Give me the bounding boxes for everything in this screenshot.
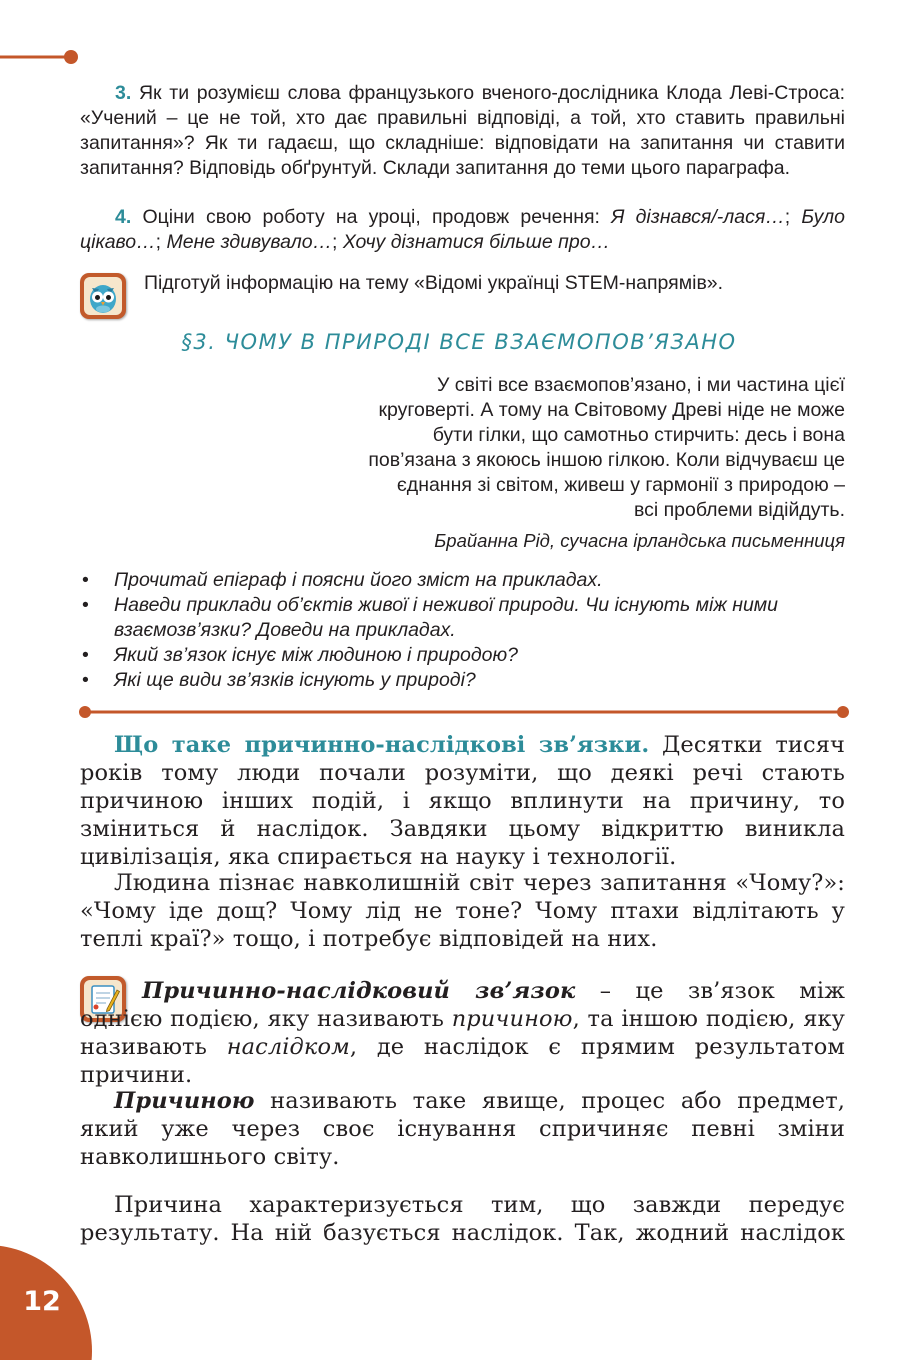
question-4: 4. Оціни свою роботу на уроці, продовж речення: Я дізнався/-лася…; Було цікаво…; Мене здивувало…; Хочу дізнатися більше про…: [80, 206, 845, 253]
definition-causal-link: [80, 977, 845, 1089]
bullet-item: • Який зв’язок існує між людиною і природою?: [80, 643, 846, 668]
bullet-item: • Наведи приклади об’єктів живої і неживої природи. Чи існують між ними взаємозв’язки? Доведи на прикладах.: [80, 593, 846, 643]
question-4-prompt-1: Я дізнався/-лася…: [611, 206, 785, 228]
question-3: [80, 81, 845, 181]
page-number: 12: [23, 1286, 61, 1317]
epigraph-line: всі проблеми відійдуть.: [633, 499, 845, 521]
section-title: §3. ЧОМУ В ПРИРОДІ ВСЕ ВЗАЄМОПОВ’ЯЗАНО: [181, 330, 737, 354]
epigraph-line: бути гілки, що самотньо стирчить: десь і вона: [432, 424, 845, 446]
definition-term: Причинно-наслідковий зв’язок: [142, 978, 576, 1004]
definition-effect: наслідком: [226, 1034, 350, 1060]
definition-text: , де наслідок є прямим результатом причини.: [80, 1034, 845, 1088]
question-3-number: 3.: [115, 82, 132, 104]
epigraph: [285, 373, 845, 553]
question-4-number: 4.: [115, 206, 132, 228]
paragraph-cause-precedes: [80, 1191, 845, 1247]
paragraph-cause-definition: [80, 1087, 845, 1171]
paragraph-causal-links: [80, 731, 845, 871]
question-4-prompt-2: Було цікаво…: [80, 206, 845, 253]
bullet-item: • Які ще види зв’язків існують у природі?: [80, 668, 846, 693]
question-4-intro: Оціни свою роботу на уроці, продовж речення:: [142, 206, 600, 228]
paragraph-text: називають таке явище, процес або предмет, який уже через своє існування спричиняє певні зміни навколишнього світу.: [80, 1088, 845, 1170]
paragraph-text: Десятки тисяч років тому люди почали розуміти, що деякі речі стають причиною інших подій, і якщо вплинути на причину, то зміниться й наслідок. Завдяки цьому відкриттю виникла цивілізація, яка спирається на науку і технології.: [80, 732, 845, 870]
owl-icon: [80, 273, 126, 319]
top-decorative-line: [0, 46, 90, 68]
epigraph-line: єднання зі світом, живеш у гармонії з природою –: [396, 474, 845, 496]
epigraph-line: пов’язана з якоюсь іншою гілкою. Коли відчуваєш це: [368, 449, 845, 471]
definition-text: , та іншою подією, яку називають: [80, 1006, 845, 1060]
epigraph-line: круговерті. А тому на Світовому Древі ніде не може: [378, 399, 845, 421]
paragraph-why-questions: [80, 869, 845, 953]
paragraph-text: Причина характеризується тим, що завжди передує результату. На ній базується наслідок. Так, жодний наслідок: [80, 1192, 845, 1246]
paragraph-text: Людина пізнає навколишній світ через запитання «Чому?»: «Чому іде дощ? Чому лід не тоне? Чому птахи відлітають у теплі краї?» тощо, і потребує відповідей на них.: [80, 870, 845, 952]
task-text: Підготуй інформацію на тему «Відомі українці STEM-напрямів».: [144, 272, 724, 294]
epigraph-line: У світі все взаємопов’язано, і ми частина цієї: [436, 374, 845, 396]
section-divider: [78, 703, 850, 721]
question-4-prompt-3: Мене здивувало…: [166, 231, 333, 253]
question-4-prompt-4: Хочу дізнатися більше про…: [342, 231, 611, 253]
question-3-text: Як ти розумієш слова французького вченого-дослідника Клода Леві-Строса: «Учений – це не той, хто дає правильні відповіді, а той, хто ставить правильні запитання»? Як ти гадаєш, що складніше: відповідати на запитання чи ставити запитання? Відповідь обґрунтуй. Склади запитання до теми цього параграфа.: [80, 82, 845, 179]
definition-cause: причиною: [451, 1006, 573, 1032]
discussion-bullets: [80, 568, 846, 693]
bullet-item: • Прочитай епіграф і поясни його зміст на прикладах.: [80, 568, 846, 593]
epigraph-author: Брайанна Рід, сучасна ірландська письменниця: [434, 530, 845, 551]
paragraph-heading: Що таке причинно-наслідкові зв’язки.: [114, 732, 650, 758]
paragraph-term: Причиною: [114, 1088, 255, 1114]
definition-text: – це зв’язок між однією подією, яку називають: [80, 978, 845, 1032]
